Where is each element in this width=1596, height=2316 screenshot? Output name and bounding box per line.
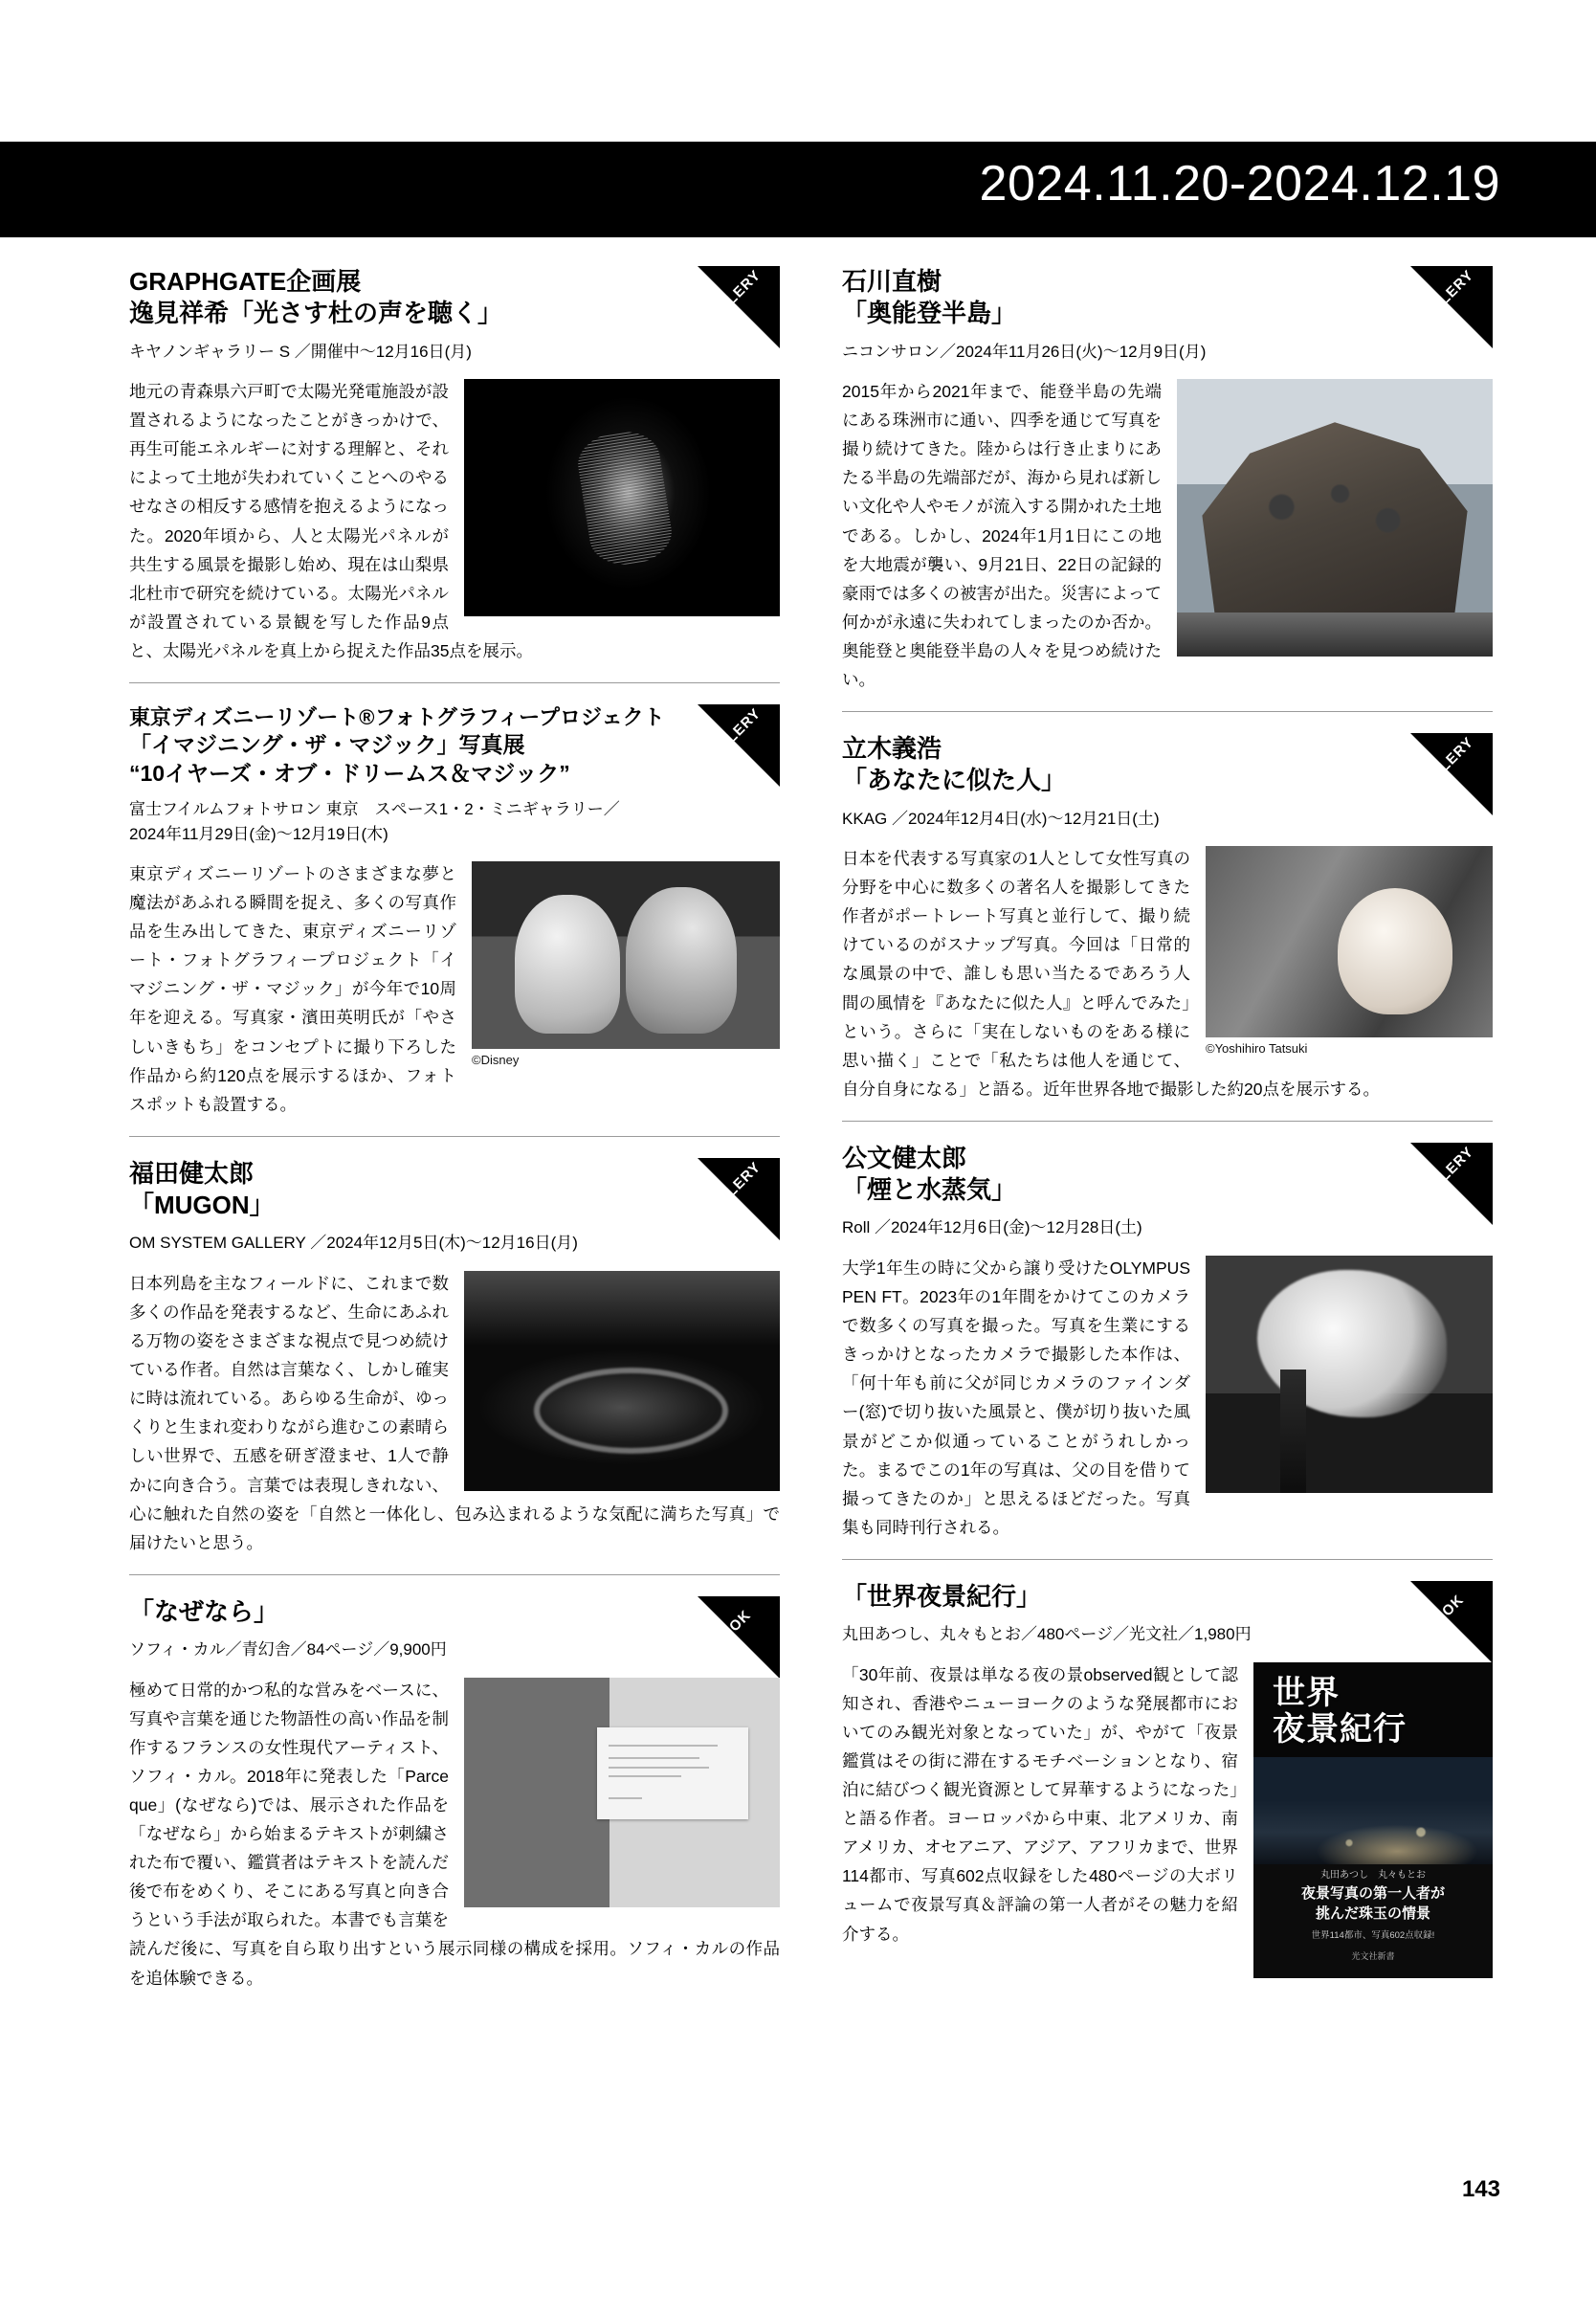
entry-image	[1206, 1256, 1493, 1493]
entry-tatsuki	[842, 733, 1493, 1121]
gallery-flag-label: GALLERY	[699, 1158, 765, 1223]
gallery-flag-label: GALLERY	[1412, 733, 1477, 799]
entry-title: 立木義浩 「あなたに似た人」	[842, 734, 1067, 795]
entry-title: 「なぜなら」	[129, 1596, 279, 1626]
entry-venue: ニコンサロン／2024年11月26日(火)〜12月9日(月)	[842, 342, 1207, 361]
entry-venue: 富士フイルムフォトサロン 東京 スペース1・2・ミニギャラリー／ 2024年11月29日(金)〜12月19日(木)	[129, 800, 620, 843]
entry-naze-nara	[129, 1596, 780, 2010]
artwork-book-naze-nara	[464, 1678, 780, 1907]
divider	[842, 1559, 1493, 1560]
entry-title: 石川直樹 「奥能登半島」	[842, 267, 1017, 328]
entry-body-wrap	[842, 1660, 1493, 1984]
entry-image	[464, 1271, 780, 1491]
entry-venue: キヤノンギャラリー S ／開催中〜12月16日(月)	[129, 342, 472, 361]
page-number: 143	[1461, 2176, 1500, 2202]
entry-graphgate	[129, 266, 780, 682]
entry-title: 公文健太郎 「煙と水蒸気」	[842, 1143, 1017, 1205]
image-credit: ©Disney	[472, 1053, 520, 1067]
entry-image	[472, 861, 780, 1069]
artwork-disney-characters	[472, 861, 780, 1049]
book-cover-title: 世界 夜景紀行	[1273, 1674, 1407, 1748]
left-column	[129, 266, 780, 2010]
entry-description: 「30年前、夜景は単なる夜の景observed観として認知され、香港やニューヨークのような発展都市においてのみ観光対象となっていた」が、やがて「夜景鑑賞はその街に滞在するモチベーションとなり、宿泊に結びつく観光資源として昇華するようになった」と語る作者。ヨーロッパから中東、北アメリカ、南アメリカ、オセアニア、アジア、アフリカまで、世界114都市、写真602点収録をした480ページの大ボリュームで夜景写真＆評論の第一人者がその魅力を紹介する。	[842, 1664, 1238, 1944]
entry-tdr-photography	[129, 704, 780, 1136]
entry-body-wrap	[842, 844, 1493, 1103]
entry-venue: KKAG ／2024年12月4日(水)〜12月21日(土)	[842, 809, 1160, 828]
entry-venue: OM SYSTEM GALLERY ／2024年12月5日(木)〜12月16日(月)	[129, 1234, 578, 1253]
entry-body-wrap	[129, 377, 780, 665]
entry-description: 日本列島を主なフィールドに、これまで数多くの作品を発表するなど、生命にあふれる万物の姿をさまざまな視点で見つめ続けている作者。自然は言葉なく、しかし確実に時は流れている。あらゆる生命が、ゆっくりと生まれ変わりながら進むこの素晴らしい世界で、五感を研ぎ澄ませ、1人で静かに向き合う。言葉では表現しきれない、心に触れた自然の姿を「自然と一体化し、包み込まれるような気配に満ちた写真」で届けたいと思う。	[129, 1273, 780, 1552]
book-cover-subtitle: 夜景写真の第一人者が 挑んだ珠玉の情景	[1300, 1884, 1445, 1923]
header-date-range: 2024.11.20-2024.12.19	[979, 156, 1500, 212]
entry-image	[1206, 846, 1493, 1058]
divider	[129, 682, 780, 683]
entry-credits: ソフィ・カル／青幻舎／84ページ／9,900円	[129, 1640, 447, 1659]
entry-description: 東京ディズニーリゾートのさまざまな夢と魔法があふれる瞬間を捉え、多くの写真作品を生み出してきた、東京ディズニーリゾート・フォトグラフィープロジェクト「イマジニング・ザ・マジック」が今年で10周年を迎える。写真家・濱田英明氏が「やさしいきもち」をコンセプトに撮り下ろした作品から約120点を展示するほか、フォトスポットも設置する。	[129, 864, 456, 1114]
artwork-solar-panel	[464, 379, 780, 616]
book-cover-photo	[1253, 1757, 1493, 1864]
entry-body-wrap	[129, 859, 780, 1119]
artwork-book-sekai-yakei	[1253, 1662, 1493, 1978]
entry-body-wrap	[842, 377, 1493, 694]
entry-description: 地元の青森県六戸町で太陽光発電施設が設置されるようになったことがきっかけで、再生可能エネルギーに対する理解と、それによって土地が失われていくことへのやるせなさの相反する感情を抱えるようになった。2020年頃から、人と太陽光パネルが共生する風景を撮影し始め、現在は山梨県北杜市で研究を続けている。太陽光パネルが設置されている景観を写した作品9点と、太陽光パネルを真上から捉えた作品35点を展示。	[129, 382, 533, 660]
divider	[842, 711, 1493, 712]
artwork-portrait-snapshot	[1206, 846, 1493, 1037]
entry-title: 福田健太郎 「MUGON」	[129, 1158, 275, 1220]
entry-image	[464, 1678, 780, 1907]
image-credit: ©Yoshihiro Tatsuki	[1206, 1041, 1308, 1057]
book-cover-fine-print: 世界114都市、写真602点収録!	[1311, 1929, 1435, 1941]
book-cover-publisher: 光文社新書	[1351, 1951, 1395, 1962]
gallery-flag-label: GALLERY	[699, 704, 765, 770]
entry-body-wrap	[129, 1676, 780, 1993]
entry-credits: 丸田あつし、丸々もとお／480ページ／光文社／1,980円	[842, 1625, 1252, 1644]
entry-description: 日本を代表する写真家の1人として女性写真の分野を中心に数多くの著名人を撮影してきた作者がポートレート写真と並行して、撮り続けているのがスナップ写真。今回は「日常的な風景の中で、誰しも思い当たるであろう人間の風情を『あなたに似た人』と呼んでみた」という。さらに「実在しないものをある様に思い描く」ことで「私たちは他人を通じて、自分自身になる」と語る。近年世界各地で撮影した約20点を展示する。	[842, 849, 1380, 1099]
entry-sekai-yakei	[842, 1581, 1493, 2001]
entry-image	[1253, 1662, 1493, 1978]
divider	[129, 1136, 780, 1137]
entry-title: 東京ディズニーリゾート®フォトグラフィープロジェクト 「イマジニング・ザ・マジック」写真展 “10イヤーズ・オブ・ドリームス＆マジック”	[129, 704, 665, 786]
right-column	[842, 266, 1493, 2001]
book-cover-authors: 丸田あつし 丸々もとお	[1320, 1869, 1426, 1881]
book-flag-label: BOOK	[1422, 1592, 1468, 1637]
entry-title: GRAPHGATE企画展 逸見祥希「光さす杜の声を聴く」	[129, 267, 503, 328]
artwork-smoke-steam	[1206, 1256, 1493, 1493]
entry-image	[1177, 379, 1493, 657]
gallery-flag-label: GALLERY	[1412, 1143, 1477, 1209]
entry-body-wrap	[129, 1269, 780, 1557]
entry-body-wrap	[842, 1254, 1493, 1542]
entry-image	[464, 379, 780, 616]
entry-ishikawa	[842, 266, 1493, 711]
divider	[842, 1121, 1493, 1122]
entry-venue: Roll ／2024年12月6日(金)〜12月28日(土)	[842, 1218, 1142, 1237]
gallery-flag-label: GALLERY	[1412, 266, 1477, 332]
entry-kumon	[842, 1143, 1493, 1559]
artwork-noto-peninsula	[1177, 379, 1493, 657]
book-inner-page	[597, 1727, 748, 1819]
divider	[129, 1574, 780, 1575]
entry-title: 「世界夜景紀行」	[842, 1581, 1042, 1611]
entry-description: 2015年から2021年まで、能登半島の先端にある珠洲市に通い、四季を通じて写真を撮り続けてきた。陸からは行き止まりにあたる半島の先端部だが、海から見れば新しい文化や人やモノが流入する開かれた土地である。しかし、2024年1月1日にこの地を大地震が襲い、9月21日、22日の記録的豪雨では多くの被害が出た。災害によって何かが永遠に失われてしまったのか否か。奥能登と奥能登半島の人々を見つめ続けたい。	[842, 382, 1162, 689]
entry-description: 大学1年生の時に父から譲り受けたOLYMPUS PEN FT。2023年の1年間をかけてこのカメラで数多くの写真を撮った。写真を生業にするきっかけとなったカメラで撮影した本作は、「何十年も前に父が同じカメラのファインダー(窓)で切り抜いた風景と、僕が切り抜いた風景がどこか似通っていることがうれしかった。まるでこの1年の写真は、父の目を借りて撮ってきたのか」と思えるほどだった。写真集も同時刊行される。	[842, 1258, 1190, 1537]
gallery-flag-label: GALLERY	[699, 266, 765, 332]
entry-fukuda	[129, 1158, 780, 1574]
book-flag-label: BOOK	[709, 1606, 755, 1652]
artwork-mugon-landscape	[464, 1271, 780, 1491]
entry-description: 極めて日常的かつ私的な営みをベースに、写真や言葉を通じた物語性の高い作品を制作するフランスの女性現代アーティスト、ソフィ・カル。2018年に発表した「Parce que」(なぜなら)では、展示された作品を「なぜなら」から始まるテキストが刺繍された布で覆い、鑑賞者はテキストを読んだ後で布をめくり、そこにある写真と向き合うという手法が取られた。本書でも言葉を読んだ後に、写真を自ら取り出すという展示同様の構成を採用。ソフィ・カルの作品を追体験できる。	[129, 1680, 780, 1988]
